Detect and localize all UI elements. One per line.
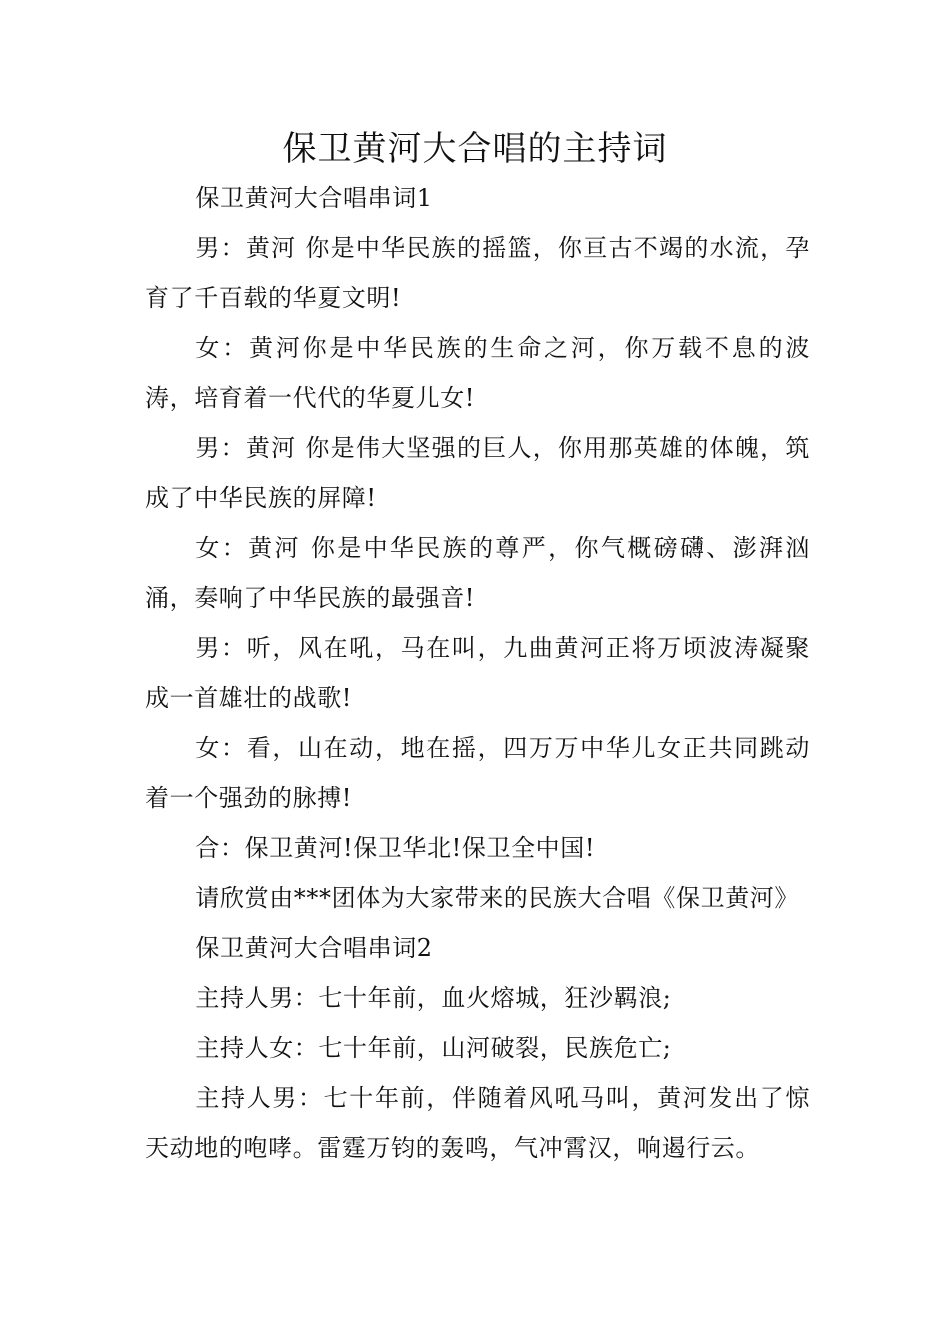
paragraph: 主持人男：七十年前，血火熔城，狂沙羁浪;	[195, 984, 672, 1012]
paragraph: 主持人女：七十年前，山河破裂，民族危亡;	[195, 1034, 672, 1062]
document-body	[145, 173, 810, 1173]
paragraph: 主持人男：七十年前，伴随着风吼马叫，黄河发出了惊天动地的咆哮。雷霆万钧的轰鸣，气冲霄汉，响遏行云。	[145, 1084, 810, 1162]
paragraph: 男：黄河 你是中华民族的摇篮，你亘古不竭的水流，孕育了千百载的华夏文明!	[145, 234, 810, 312]
paragraph: 合：保卫黄河!保卫华北!保卫全中国!	[195, 834, 596, 862]
document-title: 保卫黄河大合唱的主持词	[282, 129, 668, 169]
section-heading: 保卫黄河大合唱串词2	[195, 934, 433, 962]
paragraph: 请欣赏由***团体为大家带来的民族大合唱《保卫黄河》	[195, 884, 799, 912]
paragraph: 男：听，风在吼，马在叫，九曲黄河正将万顷波涛凝聚成一首雄壮的战歌!	[145, 634, 810, 712]
paragraph: 女：黄河你是中华民族的生命之河，你万载不息的波涛，培育着一代代的华夏儿女!	[145, 334, 810, 412]
paragraph: 男：黄河 你是伟大坚强的巨人，你用那英雄的体魄，筑成了中华民族的屏障!	[145, 434, 810, 512]
paragraph: 女：黄河 你是中华民族的尊严，你气概磅礴、澎湃汹涌，奏响了中华民族的最强音!	[145, 534, 810, 612]
paragraph: 女：看，山在动，地在摇，四万万中华儿女正共同跳动着一个强劲的脉搏!	[145, 734, 810, 812]
section-heading: 保卫黄河大合唱串词1	[195, 184, 433, 212]
